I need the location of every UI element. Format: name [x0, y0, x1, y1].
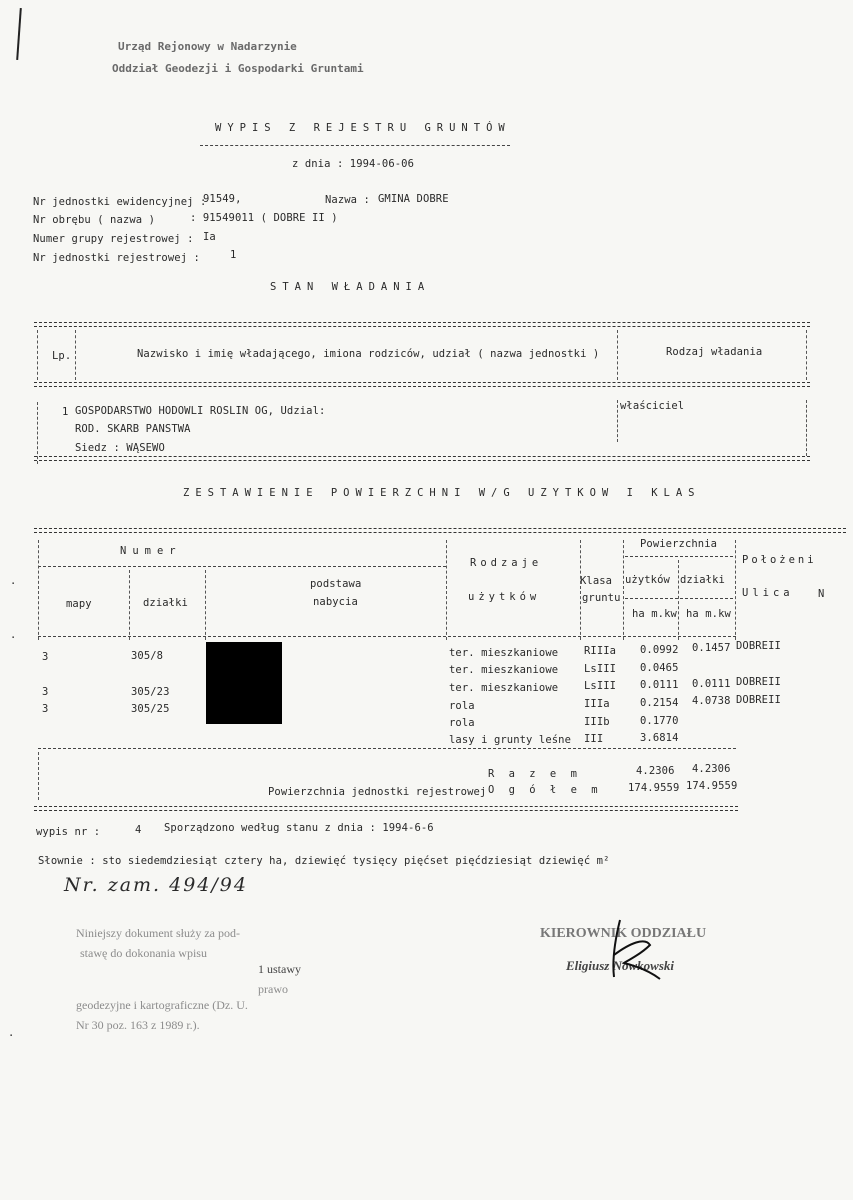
zest-vline-d: [446, 540, 447, 640]
wypis-nr-label: wypis nr :: [36, 826, 101, 838]
document-date: z dnia : 1994-06-06: [292, 158, 415, 170]
table-row-3-mapy: 3: [42, 686, 49, 698]
stan-col-lp: Lp.: [52, 350, 72, 362]
stan-row-vline-right: [806, 400, 807, 456]
zest-h-numer: Numer: [120, 545, 182, 557]
zest-vline-e: [580, 540, 581, 640]
ogolem-label: O g ó ł e m: [488, 784, 602, 796]
ogolem-pow: 174.9559: [628, 782, 680, 794]
zest-h-podstawa2: nabycia: [313, 596, 358, 608]
table-row-5-pow: 0.1770: [640, 715, 679, 727]
zest-h-podstawa1: podstawa: [310, 578, 362, 590]
table-row-4-rodzaj: rola: [449, 700, 475, 712]
zest-h-ha2: ha m.kw: [686, 608, 731, 620]
zest-vline-g: [678, 560, 679, 640]
stan-col-rodzaj: Rodzaj władania: [666, 346, 763, 358]
grupa-value: Ia: [203, 231, 216, 243]
zest-h-dzialki2: działki: [680, 574, 725, 586]
zest-title: ZESTAWIENIE POWIERZCHNI W/G UZYTKOW I KLAS: [183, 487, 701, 499]
slownie-text: Słownie : sto siedemdziesiąt cztery ha, dziewięć tysięcy pięćset pięćdziesiąt dziewięć m²: [38, 855, 610, 867]
zest-h-uzytkow2: użytków: [625, 574, 670, 586]
razem-dz: 4.2306: [692, 763, 731, 775]
table-row-1-dz: 0.1457: [692, 642, 731, 654]
faded-stamp-line1: Niniejszy dokument służy za pod-: [76, 926, 240, 940]
obreb-label: Nr obrębu ( nazwa ): [33, 214, 156, 226]
signature-title: KIEROWNIK ODDZIAŁU: [540, 926, 707, 941]
zest-h-klasa1: Klasa: [580, 575, 613, 587]
stan-col-name: Nazwisko i imię władającego, imiona rodziców, udział ( nazwa jednostki ): [137, 348, 600, 360]
nazwa-value: GMINA DOBRE: [378, 193, 449, 205]
zest-vline-b: [129, 570, 130, 640]
table-row-1-dzialki: 305/8: [131, 650, 164, 662]
table-row-6-pow: 3.6814: [640, 732, 679, 744]
jedn-ewid-value: 91549,: [203, 193, 242, 205]
table-row-6-klasa: III: [584, 733, 604, 745]
stan-top-rule: [34, 322, 810, 327]
jedn-ewid-label: Nr jednostki ewidencyjnej :: [33, 196, 207, 208]
stan-bottom-rule: [34, 456, 810, 461]
handwritten-signature: [590, 915, 680, 985]
table-row-5-rodzaj: rola: [449, 717, 475, 729]
office-stamp-line2: Oddział Geodezji i Gospodarki Gruntami: [112, 62, 364, 75]
zest-h-nr: N: [818, 588, 825, 600]
zest-ha-rule: [625, 598, 733, 599]
table-row-3-rodzaj: ter. mieszkaniowe: [449, 682, 559, 694]
grupa-label: Numer grupy rejestrowej :: [33, 233, 194, 245]
razem-label: R a z e m: [488, 768, 581, 780]
stan-row-vline-rodzaj: [617, 400, 618, 442]
table-row-1-rodzaj: ter. mieszkaniowe: [449, 647, 559, 659]
nazwa-label: Nazwa :: [325, 194, 370, 206]
zest-h-dzialki: działki: [143, 597, 188, 609]
zest-h-klasa2: gruntu: [582, 592, 621, 604]
faded-stamp-line6: Nr 30 poz. 163 z 1989 r.).: [76, 1018, 200, 1032]
margin-dot-3: ·: [8, 1030, 15, 1042]
stan-title: STAN WŁADANIA: [270, 281, 431, 293]
office-stamp-line1: Urząd Rejonowy w Nadarzynie: [118, 40, 297, 53]
zest-h-rodzaje: Rodzaje: [470, 557, 543, 569]
margin-dot: ·: [10, 578, 17, 590]
zest-pow-rule: [625, 556, 733, 557]
zest-h-mapy: mapy: [66, 598, 92, 610]
stan-vline-rodzaj: [617, 330, 618, 380]
zest-top-rule: [34, 528, 846, 533]
totals-vline-left: [38, 752, 39, 800]
table-row-5-klasa: IIIb: [584, 716, 610, 728]
zest-vline-f: [623, 540, 624, 640]
table-row-4-dzialki: 305/25: [131, 703, 170, 715]
stan-vline-lp: [75, 330, 76, 380]
zest-header-bottom-rule: [38, 636, 736, 637]
zest-h-ulica: Ulica: [742, 587, 794, 599]
zest-vline-a: [38, 540, 39, 640]
table-row-4-ulica: DOBREII: [736, 694, 781, 706]
stan-row-rodzaj: właściciel: [620, 400, 685, 412]
zest-vline-h: [735, 540, 736, 640]
title-underline: [200, 145, 510, 146]
zest-h-powierzchnia: Powierzchnia: [640, 538, 718, 550]
ogolem-prefix: Powierzchnia jednostki rejestrowej: [268, 786, 487, 798]
faded-stamp-line4: prawo: [258, 982, 288, 996]
stan-row-lp: 1: [62, 406, 69, 418]
margin-mark: [16, 8, 22, 60]
table-row-4-mapy: 3: [42, 703, 49, 715]
obreb-value: : 91549011 ( DOBRE II ): [190, 212, 338, 224]
handwritten-order-number: Nr. zam. 494/94: [64, 874, 248, 896]
faded-stamp-line5: geodezyjne i kartograficzne (Dz. U.: [76, 998, 248, 1012]
table-row-1-mapy: 3: [42, 651, 49, 663]
table-row-3-dz: 0.0111: [692, 678, 731, 690]
table-row-4-klasa: IIIa: [584, 698, 610, 710]
stan-vline-left: [37, 330, 38, 380]
stan-row-line2: ROD. SKARB PANSTWA: [75, 423, 191, 435]
zest-vline-c: [205, 570, 206, 640]
faded-stamp-line2: stawę do dokonania wpisu: [80, 946, 207, 960]
zest-data-bottom-rule: [38, 748, 736, 749]
faded-stamp-line3: 1 ustawy: [258, 962, 301, 976]
table-row-4-dz: 4.0738: [692, 695, 731, 707]
zest-h-polozenie: Położeni: [742, 554, 817, 566]
razem-pow: 4.2306: [636, 765, 675, 777]
table-row-1-ulica: DOBREII: [736, 640, 781, 652]
zest-bottom-rule: [34, 806, 738, 811]
wypis-nr-value: 4: [135, 824, 142, 836]
document-title: WYPIS Z REJESTRU GRUNTÓW: [215, 122, 511, 134]
table-row-3-ulica: DOBREII: [736, 676, 781, 688]
sporzadzono-text: Sporządzono według stanu z dnia : 1994-6-6: [164, 822, 434, 834]
table-row-3-pow: 0.0111: [640, 679, 679, 691]
zest-h-uzytkow: użytków: [468, 591, 541, 603]
stan-row-vline-left: [37, 402, 38, 464]
zest-h-ha1: ha m.kw: [632, 608, 677, 620]
stan-row-line3: Siedz : WĄSEWO: [75, 442, 165, 454]
table-row-6-rodzaj: lasy i grunty leśne: [449, 734, 572, 746]
stan-row-line1: GOSPODARSTWO HODOWLI ROSLIN OG, Udzial:: [75, 405, 326, 417]
ogolem-dz: 174.9559: [686, 780, 738, 792]
table-row-2-klasa: LsIII: [584, 663, 617, 675]
jedn-rej-value: 1: [230, 249, 237, 261]
table-row-3-klasa: LsIII: [584, 680, 617, 692]
table-row-1-pow: 0.0992: [640, 644, 679, 656]
zest-numer-rule: [38, 566, 446, 567]
jedn-rej-label: Nr jednostki rejestrowej :: [33, 252, 200, 264]
table-row-2-rodzaj: ter. mieszkaniowe: [449, 664, 559, 676]
table-row-3-dzialki: 305/23: [131, 686, 170, 698]
signature-name: Eligiusz Nowkowski: [566, 958, 675, 973]
redacted-podstawa-nabycia: [206, 642, 282, 724]
stan-vline-right: [806, 330, 807, 380]
margin-dot-2: ·: [10, 632, 17, 644]
table-row-2-pow: 0.0465: [640, 662, 679, 674]
stan-mid-rule: [34, 382, 810, 387]
table-row-1-klasa: RIIIa: [584, 645, 617, 657]
table-row-4-pow: 0.2154: [640, 697, 679, 709]
